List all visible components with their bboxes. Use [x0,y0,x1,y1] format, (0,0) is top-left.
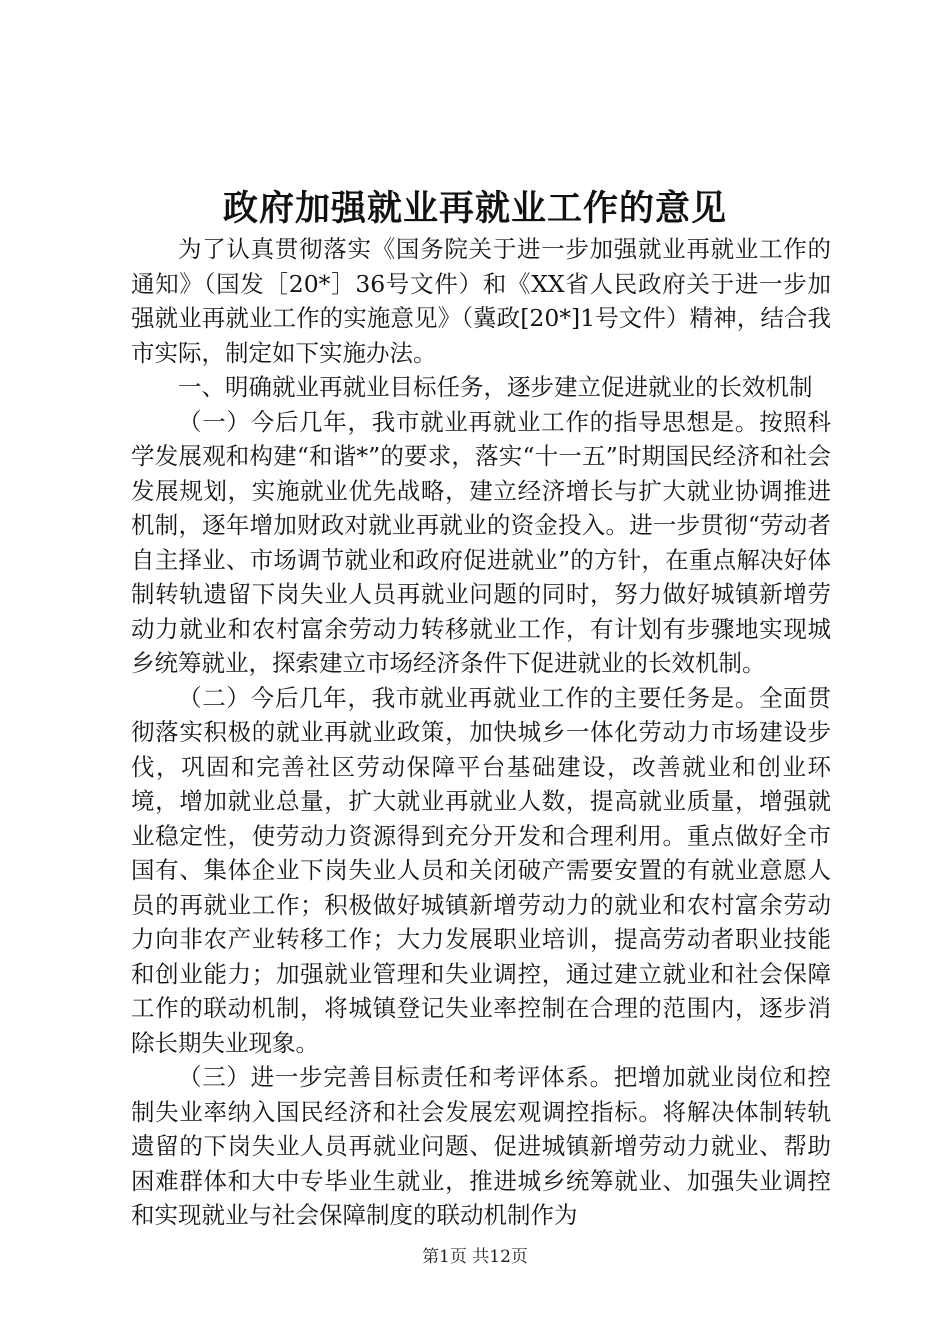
page-number-footer: 第1页 共12页 [422,1247,528,1267]
paragraph-item-2: （二）今后几年，我市就业再就业工作的主要任务是。全面贯彻落实积极的就业再就业政策，加快城乡一体化劳动力市场建设步伐，巩固和完善社区劳动保障平台基础建设，改善就业和创业环境，增加就业总量，扩大就业再就业人数，提高就业质量，增强就业稳定性，使劳动力资源得到充分开发和合理利用。重点做好全市国有、集体企业下岗失业人员和关闭破产需要安置的有就业意愿人员的再就业工作；积极做好城镇新增劳动力的就业和农村富余劳动力向非农产业转移工作；大力发展职业培训，提高劳动者职业技能和创业能力；加强就业管理和失业调控，通过建立就业和社会保障工作的联动机制，将城镇登记失业率控制在合理的范围内，逐步消除长期失业现象。 [131,683,831,1057]
paragraph-item-3: （三）进一步完善目标责任和考评体系。把增加就业岗位和控制失业率纳入国民经济和社会发展宏观调控指标。将解决体制转轨遗留的下岗失业人员再就业问题、促进城镇新增劳动力就业、帮助困难群体和大中专毕业生就业，推进城乡统筹就业、加强失业调控和实现就业与社会保障制度的联动机制作为 [131,1063,831,1229]
paragraph-intro: 为了认真贯彻落实《国务院关于进一步加强就业再就业工作的通知》（国发［20*］36号文件）和《XX省人民政府关于进一步加强就业再就业工作的实施意见》（冀政[20*]1号文件）精神，结合我市实际，制定如下实施办法。 [131,235,831,367]
paragraph-item-1: （一）今后几年，我市就业再就业工作的指导思想是。按照科学发展观和构建“和谐*”的要求，落实“十一五”时期国民经济和社会发展规划，实施就业优先战略，建立经济增长与扩大就业协调推进机制，逐年增加财政对就业再就业的资金投入。进一步贯彻“劳动者自主择业、市场调节就业和政府促进就业”的方针，在重点解决好体制转轨遗留下岗失业人员再就业问题的同时，努力做好城镇新增劳动力就业和农村富余劳动力转移就业工作，有计划有步骤地实现城乡统筹就业，探索建立市场经济条件下促进就业的长效机制。 [131,407,831,677]
section-heading-1: 一、明确就业再就业目标任务，逐步建立促进就业的长效机制 [178,373,813,401]
document-title: 政府加强就业再就业工作的意见 [222,188,727,229]
document-body [131,232,831,1233]
